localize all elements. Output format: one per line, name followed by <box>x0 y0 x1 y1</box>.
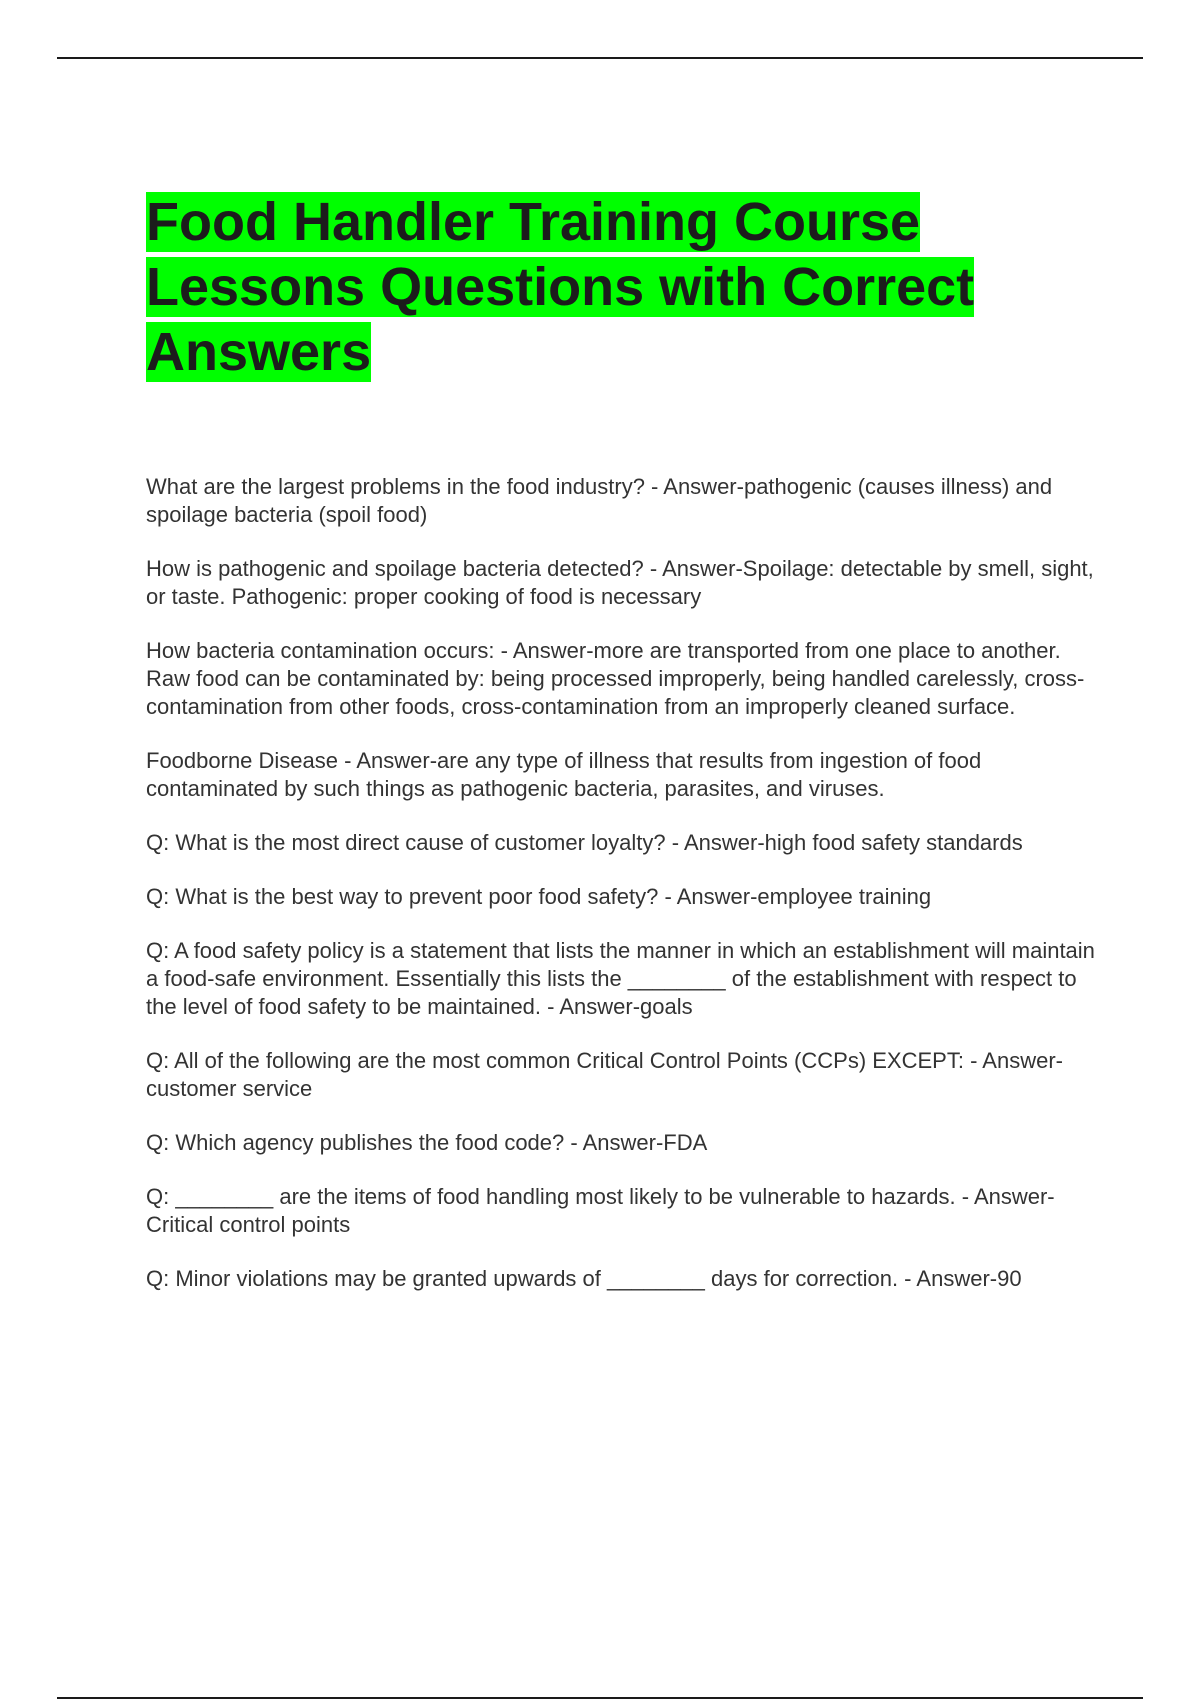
qa-item: Q: Which agency publishes the food code? - Answer-FDA <box>146 1130 708 1155</box>
qa-item: Q: What is the best way to prevent poor food safety? - Answer-employee training <box>146 884 932 909</box>
title-highlight: Food Handler Training Course Lessons Questions with Correct Answers <box>146 192 975 382</box>
qa-item: Q: What is the most direct cause of customer loyalty? - Answer-high food safety standards <box>146 830 1023 855</box>
document-body <box>146 190 1096 1319</box>
qa-item: How bacteria contamination occurs: - Answer-more are transported from one place to another. Raw food can be contaminated by: being processed improperly, being handled carelessly, cross-contamination from other foods, cross-contamination from an improperly cleaned surface. <box>146 638 1085 719</box>
qa-item: Foodborne Disease - Answer-are any type of illness that results from ingestion of food contaminated by such things as pathogenic bacteria, parasites, and viruses. <box>146 748 982 801</box>
qa-item: How is pathogenic and spoilage bacteria detected? - Answer-Spoilage: detectable by smell, sight, or taste. Pathogenic: proper cooking of food is necessary <box>146 556 1094 609</box>
qa-item: Q: Minor violations may be granted upwards of ________ days for correction. - Answer-90 <box>146 1266 1022 1291</box>
qa-item: Q: ________ are the items of food handling most likely to be vulnerable to hazards. - Answer-Critical control points <box>146 1184 1055 1237</box>
top-rule <box>57 57 1143 59</box>
qa-item: Q: All of the following are the most common Critical Control Points (CCPs) EXCEPT: - Answer-customer service <box>146 1048 1063 1101</box>
qa-item: What are the largest problems in the food industry? - Answer-pathogenic (causes illness) and spoilage bacteria (spoil food) <box>146 474 1053 527</box>
qa-item: Q: A food safety policy is a statement that lists the manner in which an establishment will maintain a food-safe environment. Essentially this lists the ________ of the establishment with respect to the level of food safety to be maintained. - Answer-goals <box>146 938 1095 1019</box>
document-title <box>146 190 1096 385</box>
bottom-rule <box>57 1697 1143 1699</box>
qa-list <box>146 473 1096 1293</box>
